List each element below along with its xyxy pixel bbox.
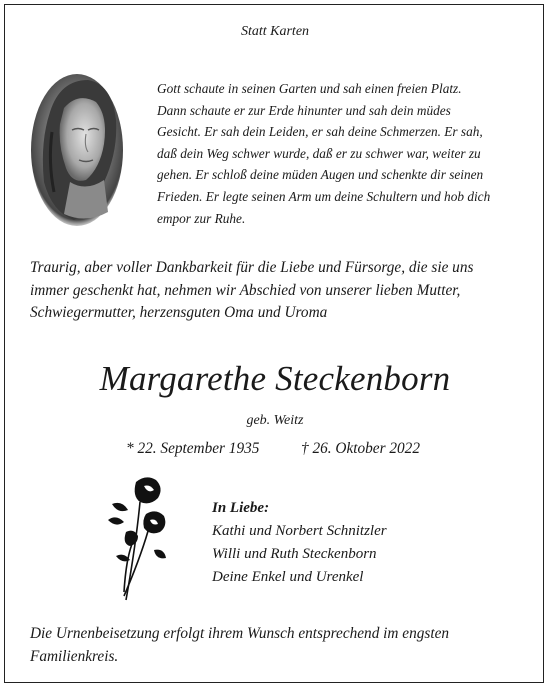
poem-line: daß dein Weg schwer wurde, daß er zu schwer war, weiter zu: [157, 145, 481, 161]
footer-line: Die Urnenbeisetzung erfolgt ihrem Wunsch entsprechend im engsten: [30, 625, 450, 642]
footer-text: [30, 623, 530, 668]
birth-date: * 22. September 1935: [126, 440, 260, 457]
intro-line: Schwiegermutter, herzensguten Oma und Uroma: [30, 304, 328, 321]
intro-line: immer geschenkt hat, nehmen wir Abschied von unserer lieben Mutter,: [30, 281, 461, 299]
mourner-line: Willi und Ruth Steckenborn: [212, 546, 377, 562]
rose-icon: [102, 474, 172, 604]
mourner-line: Deine Enkel und Urenkel: [212, 569, 364, 585]
death-date: † 26. Oktober 2022: [301, 440, 420, 457]
poem-line: empor zur Ruhe.: [157, 210, 246, 226]
poem-line: gehen. Er schloß deine müden Augen und schenkte dir seinen: [157, 167, 484, 183]
poem: [157, 78, 535, 229]
birth-name: geb. Weitz: [246, 413, 304, 428]
poem-line: Dann schaute er zur Erde hinunter und sah dein müdes: [157, 102, 451, 118]
poem-line: Gott schaute in seinen Garten und sah einen freien Platz.: [157, 81, 462, 96]
mourners: [212, 497, 387, 589]
intro-line: Traurig, aber voller Dankbarkeit für die Liebe und Fürsorge, die sie uns: [30, 259, 474, 276]
poem-line: Frieden. Er legte seinen Arm um deine Schultern und hob dich: [157, 188, 491, 204]
mourners-lead: In Liebe:: [212, 500, 270, 516]
intro-text: [30, 257, 530, 325]
madonna-portrait-image: [30, 72, 125, 227]
header-statt-karten: Statt Karten: [240, 24, 310, 39]
mourner-line: Kathi und Norbert Schnitzler: [212, 523, 387, 539]
footer-line: Familienkreis.: [30, 647, 119, 665]
deceased-name: Margarethe Steckenborn: [99, 359, 451, 398]
poem-line: Gesicht. Er sah dein Leiden, er sah deine Schmerzen. Er sah,: [157, 124, 483, 140]
